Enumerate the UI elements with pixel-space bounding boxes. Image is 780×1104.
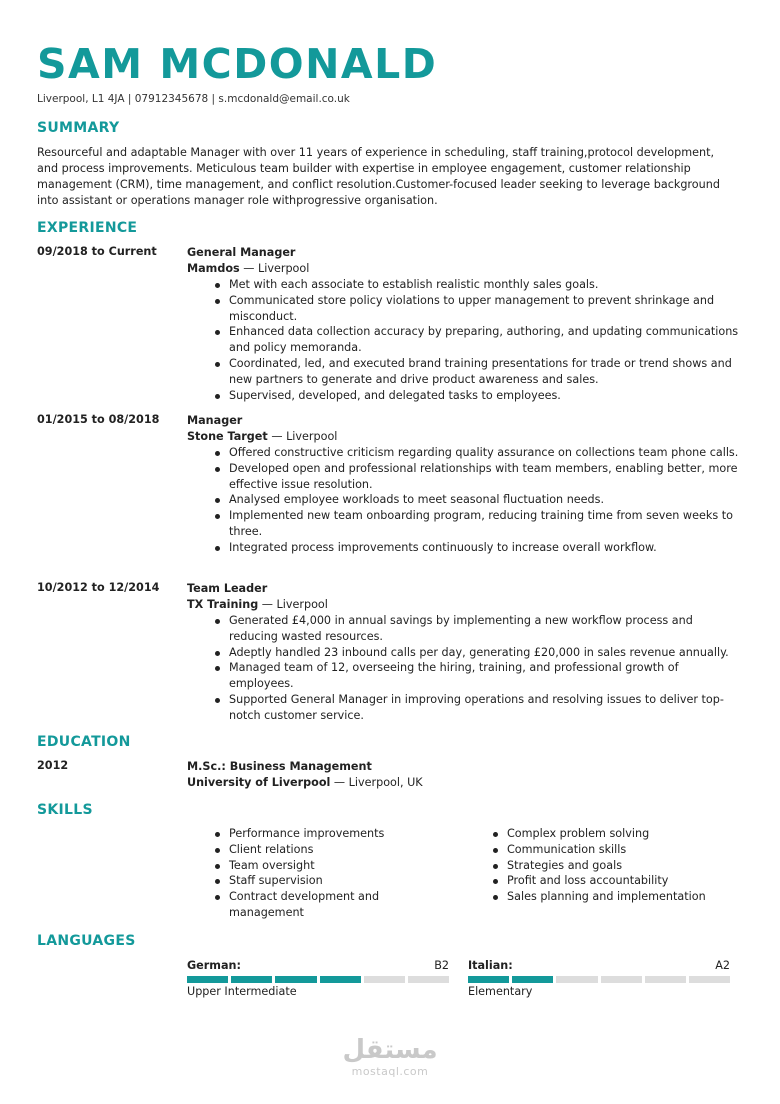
bullet-item: Developed open and professional relationships with team members, enabling better, more effective issue resolution. bbox=[229, 461, 738, 491]
job-title: Team Leader bbox=[187, 582, 268, 595]
skill-item: Staff supervision bbox=[229, 873, 447, 889]
separator-dash: — bbox=[271, 430, 283, 443]
separator-dash: — bbox=[261, 598, 273, 611]
summary-text: Resourceful and adaptable Manager with over 11 years of experience in scheduling, staff training,protocol development, and process improvements. Meticulous team builder with expertise in employee engagement, customer relationship management (CRM), time management, and conflict resolution.Customer-focused leader seeking to leverage background into assistant or operations manager role withprogressive organisation. bbox=[37, 146, 720, 207]
proficiency-segment-filled bbox=[275, 976, 316, 983]
language-german bbox=[187, 958, 449, 999]
proficiency-bar bbox=[468, 976, 730, 983]
job-company-line bbox=[187, 261, 739, 277]
watermark-logo bbox=[338, 1035, 442, 1079]
proficiency-segment-empty bbox=[364, 976, 405, 983]
language-level: Upper Intermediate bbox=[187, 985, 297, 998]
job-bullets bbox=[187, 277, 739, 403]
skill-item: Team oversight bbox=[229, 858, 447, 874]
separator-dash: — bbox=[333, 776, 346, 789]
job-company: Mamdos bbox=[187, 262, 240, 275]
skill-item: Strategies and goals bbox=[507, 858, 725, 874]
proficiency-segment-empty bbox=[689, 976, 730, 983]
language-code: B2 bbox=[434, 959, 449, 972]
job-dates: 10/2012 to 12/2014 bbox=[37, 581, 160, 594]
job-company: Stone Target bbox=[187, 430, 268, 443]
job-title: General Manager bbox=[187, 246, 296, 259]
bullet-item: Supervised, developed, and delegated tasks to employees. bbox=[229, 388, 739, 404]
proficiency-segment-filled bbox=[468, 976, 509, 983]
summary-heading: SUMMARY bbox=[37, 120, 120, 136]
job-location: Liverpool bbox=[276, 598, 328, 611]
bullet-item: Analysed employee workloads to meet seasonal fluctuation needs. bbox=[229, 492, 739, 508]
job-title: Manager bbox=[187, 414, 243, 427]
bullet-item: Offered constructive criticism regarding quality assurance on collections team phone calls. bbox=[229, 446, 739, 459]
job-dates: 09/2018 to Current bbox=[37, 245, 157, 258]
skill-item: Performance improvements bbox=[229, 826, 447, 842]
skill-item: Communication skills bbox=[507, 842, 725, 858]
skill-item: Complex problem solving bbox=[507, 826, 725, 842]
watermark-arabic: مستقل bbox=[342, 1035, 438, 1065]
bullet-item: Communicated store policy violations to upper management to prevent shrinkage and misconduct. bbox=[229, 293, 739, 325]
skill-item: Client relations bbox=[229, 842, 447, 858]
job-location: Liverpool bbox=[258, 262, 310, 275]
skill-item: Sales planning and implementation bbox=[507, 889, 725, 905]
bullet-item: Managed team of 12, overseeing the hiring, training, and professional growth of employees. bbox=[229, 660, 739, 692]
bullet-item: Supported General Manager in improving operations and resolving issues to deliver top-notch customer service. bbox=[229, 692, 739, 724]
language-code: A2 bbox=[715, 959, 730, 972]
bullet-item: Enhanced data collection accuracy by preparing, authoring, and updating communications and policy memoranda. bbox=[229, 325, 739, 355]
job-dates: 01/2015 to 08/2018 bbox=[37, 413, 160, 426]
separator-dash: — bbox=[243, 262, 255, 275]
school-location: Liverpool, UK bbox=[348, 776, 423, 789]
proficiency-segment-filled bbox=[320, 976, 361, 983]
bullet-item: Implemented new team onboarding program, reducing training time from seven weeks to three. bbox=[229, 508, 739, 540]
education-year: 2012 bbox=[37, 759, 69, 772]
language-name: German: bbox=[187, 959, 241, 972]
school-name: University of Liverpool bbox=[187, 776, 331, 789]
proficiency-segment-filled bbox=[231, 976, 272, 983]
bullet-item: Adeptly handled 23 inbound calls per day, generating £20,000 in sales revenue annually. bbox=[229, 645, 739, 661]
education-heading: EDUCATION bbox=[37, 734, 131, 750]
skills-column-right bbox=[465, 826, 725, 905]
job-company: TX Training bbox=[187, 598, 259, 611]
job-location: Liverpool bbox=[286, 430, 338, 443]
job-bullets bbox=[187, 613, 739, 724]
bullet-item: Coordinated, led, and executed brand training presentations for trade or trend shows and new partners to generate and drive product awareness and sales. bbox=[229, 356, 739, 388]
proficiency-segment-empty bbox=[556, 976, 597, 983]
skill-item: Contract development and management bbox=[229, 889, 447, 921]
skills-heading: SKILLS bbox=[37, 802, 93, 818]
languages-heading: LANGUAGES bbox=[37, 933, 136, 949]
proficiency-segment-empty bbox=[601, 976, 642, 983]
skills-column-left bbox=[187, 826, 447, 921]
bullet-item: Integrated process improvements continuously to increase overall workflow. bbox=[229, 540, 739, 556]
proficiency-segment-empty bbox=[645, 976, 686, 983]
language-italian bbox=[468, 958, 730, 999]
job-company-line bbox=[187, 429, 739, 445]
language-level: Elementary bbox=[468, 985, 533, 998]
skill-item: Profit and loss accountability bbox=[507, 873, 725, 889]
bullet-item: Met with each associate to establish realistic monthly sales goals. bbox=[229, 277, 739, 293]
contact-line: Liverpool, L1 4JA | 07912345678 | s.mcdonald@email.co.uk bbox=[37, 93, 350, 105]
bullet-item: Generated £4,000 in annual savings by implementing a new workflow process and reducing wasted resources. bbox=[229, 613, 739, 645]
language-name: Italian: bbox=[468, 959, 513, 972]
school-line bbox=[187, 775, 739, 791]
candidate-name: SAM MCDONALD bbox=[37, 40, 438, 88]
job-company-line bbox=[187, 597, 739, 613]
proficiency-segment-filled bbox=[512, 976, 553, 983]
job-bullets bbox=[187, 445, 739, 556]
experience-heading: EXPERIENCE bbox=[37, 220, 138, 236]
proficiency-segment-empty bbox=[408, 976, 449, 983]
proficiency-segment-filled bbox=[187, 976, 228, 983]
degree: M.Sc.: Business Management bbox=[187, 760, 372, 773]
watermark-url: mostaql.com bbox=[351, 1065, 429, 1078]
proficiency-bar bbox=[187, 976, 449, 983]
